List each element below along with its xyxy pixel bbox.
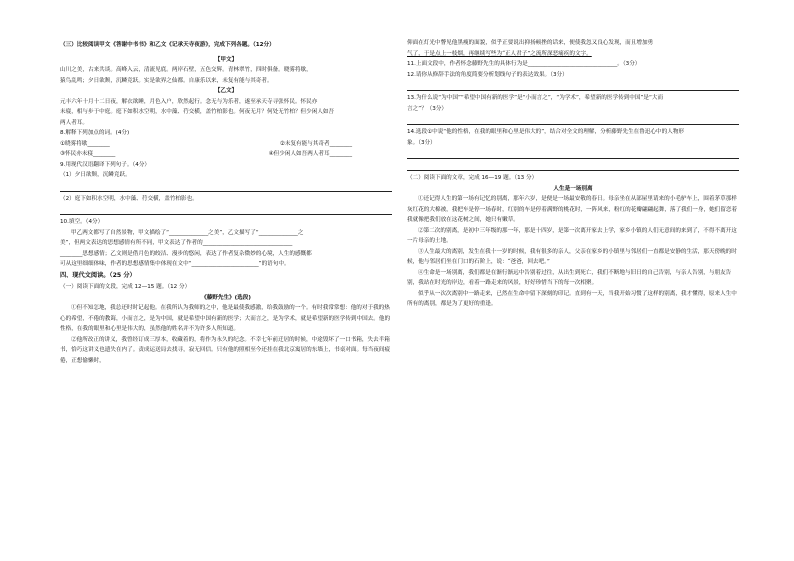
question-11: 11.上面文段中，作者怀念藤野先生的具体行为是________________________________。（3分） (407, 61, 641, 67)
yi-text-line-1: 元丰六年十月十二日夜，解衣欲睡，月色入户，欣然起行。念无与为乐者，遂至承天寺寻张怀民。怀民亦 (60, 98, 318, 105)
question-13-line-1: 13.为什么说“为中国”“希望中国有新的医学”是“小而言之”，“为学术”，希望新的医学传到中国”是“大而 (407, 95, 664, 101)
passage-continued-line-2: 气了，于是点上一枝烟，再继续写些为“正人君子”之流所深恶痛疾的文字。 (407, 50, 592, 57)
question-10-line-2: 美”，但两文表达的思想感情有所不同，甲文表达了作者的________________________________ (60, 240, 293, 246)
passage-2-paragraph-2: ②第二次的别离，是初中三年级的那一年，那是十四岁，是第一次离开家去上学，家乡小镇的人们无意间的来到了，不得不离开这一片母亲的土地。 (407, 227, 737, 244)
question-8c[interactable]: ③怀民亦未寝________ (60, 151, 116, 157)
section-4-title: 四、现代文阅读。（25 分） (60, 271, 136, 279)
yi-text-line-3: 两人者耳。 (60, 119, 88, 126)
answer-line-14a[interactable] (407, 149, 739, 159)
section-3-title: （三）比较阅读甲文《答谢中书书》和乙文《记承天寺夜游》，完成下列各题。（12分） (60, 42, 275, 48)
question-14-line-2: 象。（3分） (407, 139, 436, 146)
answer-line-9a[interactable] (60, 182, 392, 192)
answer-line-14b[interactable] (407, 161, 739, 171)
question-9: 9.用现代汉语翻译下列句子。（4分） (60, 161, 151, 168)
question-13-line-2: 言之”？（3分） (407, 105, 448, 112)
passage-2-paragraph-1: ①还记得人生的第一场有记忆的别离，那年六岁，是便是一场最安敬的春日。母亲坐在从部屋里请来的小毛驴车上，围着茅草那样灰红花的大棉被，我把车是停一场春时，红别的车是停着满野的桃花时，一阵风来，粉红的花瓣翩翩起舞，落了我们一身，她们留恋着我就像把我们放在这花树之间，她只有嫩草。 (407, 196, 738, 223)
section-4-part-1: （一）阅读下面的文段，完成 12—15 题。（12 分） (60, 284, 191, 290)
question-8b[interactable]: ②未复有能与其奇者________ (279, 140, 352, 147)
question-10-line-4: 可从这里细细体味，作者的思想感情集中体现在文中“________________________”的语句中。 (60, 261, 290, 267)
section-4-part-2: （二）阅读下面的文章，完成 16—19 题。（13 分） (407, 175, 538, 181)
answer-line-13[interactable] (407, 115, 739, 125)
answer-line-9b[interactable] (60, 205, 392, 215)
jia-text-line-1: 山川之美，古来共谈。高峰入云，清流见底。两岸石壁，五色交辉。青林翠竹，四时俱备。晓雾将歇， (60, 67, 312, 73)
right-column (407, 38, 739, 310)
passage-2-paragraph-5: 似乎从一次次离别中一路走来，已然在生命中留下深刻的印记。直到有一天，当我开始习惯了这样的别离，我才懂得，原来人生中所有的离别，都是为了更好的重逢。 (407, 290, 737, 307)
question-14-line-1: 14.选段①中说“他的性格，在我的眼里和心里是伟大的”，结合对全文的理解，分析藤野先生在鲁迅心中的人物形 (407, 129, 685, 135)
passage-paragraph-1: ①但不知怎地，我总还时时记起他。在我所认为我师的之中，他是最使我感激，给我鼓励的一个。有时我常常想：他的对于我的热心的希望，不倦的教诲，小而言之，是为中国，就是希望中国有新的医学；大而言之，是为学术，就是希望新的医学传到中国去。他的性格，在我的眼里和心里是伟大的，虽然他的姓名并不为许多人所知道。 (60, 305, 391, 332)
yi-label: 【乙文】 (214, 88, 238, 94)
question-8d[interactable]: ④但少闲人如吾两人者耳________ (268, 151, 352, 157)
passage-2-paragraph-3: ③人生最大的离别，发生在我十一岁的时候，我有很多的亲人，父亲在家乡的小镇里与邻居们一直都是安静的生活，那天傍晚的时候，他与邻居们坐在门口的石阶上，说：“爸爸，回去吧。” (407, 248, 737, 265)
passage-paragraph-2: ②他所改正的讲义，我曾经订成三厚本，收藏着的，将作为永久的纪念。不幸七年前迁居的时候，中途毁坏了一口书箱，失去半箱书，恰巧这讲义也遗失在内了。责成运送局去找寻，寂无回信。只有他的照相至今还挂在我北京寓居的东墙上，书桌对面。每当夜间疲倦，正想偷懒时， (60, 336, 391, 364)
question-8: 8.解释下列加点的词。(4分) (60, 130, 130, 136)
passage-2-title: 人生是一场别离 (553, 185, 593, 192)
jia-label: 【甲文】 (214, 56, 238, 63)
question-8-row-2 (60, 149, 392, 160)
answer-line-12[interactable] (407, 81, 739, 91)
passage-title: 《藤野先生》(选段) (201, 294, 251, 301)
jia-text-line-2: 猿鸟乱鸣；夕日欲颓，沉鳞竞跃。实是欲界之仙都。自康乐以来，未复有能与其奇者。 (60, 77, 273, 84)
question-12: 12.请你从修辞手法的角度简要分析划线句子的表达效果。（3分） (407, 71, 568, 78)
question-9a: （1）夕日欲颓，沉鳞竞跃。 (60, 172, 131, 178)
passage-2-paragraph-4: ④生命是一场别离，我们都是在渐行渐远中告别着过往，从出生到死亡，我们不断地与旧日的自己告别，与亲人告别，与朋友告别，我站在时光的岸边，看着一路走来的风景，好好珍惜当下的每一次相聚。 (407, 269, 732, 286)
question-9b: （2）庭下如积水空明，水中藻、荇交横，盖竹柏影也。 (60, 195, 198, 202)
passage-continued-line-1: 仰面在灯光中瞥见他黑瘦的面貌，似乎正要说出抑扬顿挫的话来，便使我忽又良心发现，而且增加勇 (407, 40, 654, 46)
question-10-line-1: 甲乙两文都写了自然景物，甲文描绘了“______________之美”，乙文描写了“______________之 (71, 229, 304, 236)
left-column (60, 40, 392, 366)
question-10-line-3: ________思想感情；乙文则是借月色的皎洁、漫步的悠闲，表达了作者复杂微妙的心境，人生的感慨都 (60, 250, 312, 257)
question-10: 10.填空。（4分） (60, 219, 104, 225)
yi-text-line-2: 未寝，相与步于中庭。庭下如积水空明，水中藻、荇交横，盖竹柏影也。何夜无月？何处无竹柏？但少闲人如吾 (60, 109, 335, 115)
question-8a[interactable]: ①晓雾将歇________ (60, 140, 110, 147)
question-8-row-1 (60, 139, 392, 150)
